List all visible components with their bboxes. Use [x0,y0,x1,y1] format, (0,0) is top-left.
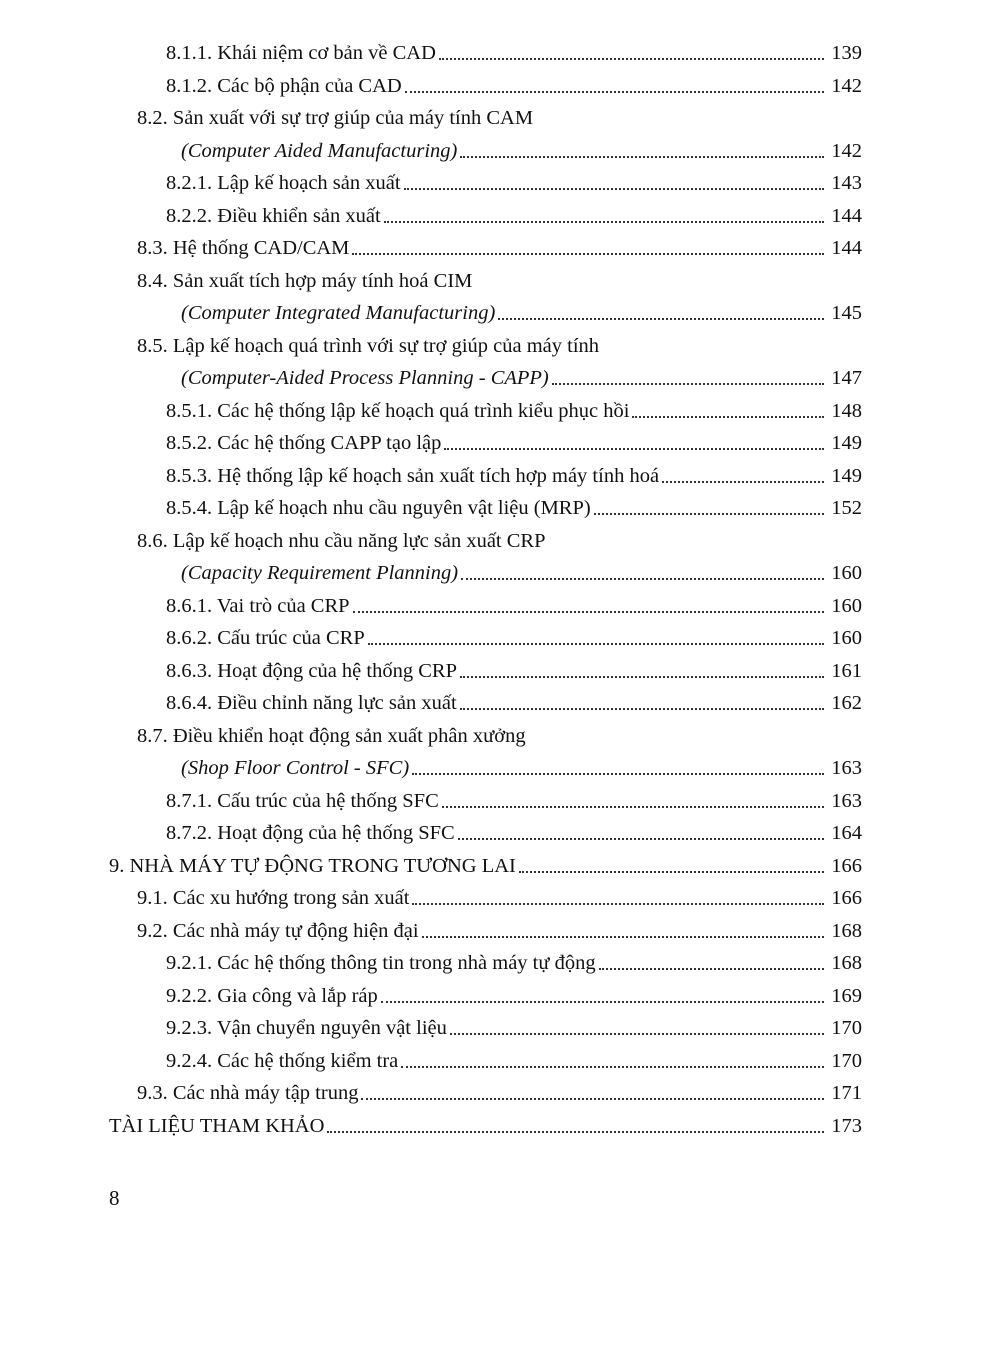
toc-entry [181,358,862,390]
toc-entry-page: 139 [831,42,862,64]
toc-entry-page: 164 [831,822,862,844]
dot-leader [439,58,824,60]
toc-entry [166,33,862,65]
toc-entry-title: 8.7. Điều khiển hoạt động sản xuất phân xưởng [137,724,526,747]
toc-entry [137,228,862,260]
dot-leader [384,221,824,223]
dot-leader [352,253,824,255]
dot-leader [327,1131,824,1133]
toc-entry-title: 8.3. Hệ thống CAD/CAM [137,237,350,259]
toc-entry-page: 171 [831,1082,862,1104]
dot-leader [662,481,824,483]
toc-entry-title: 8.6.1. Vai trò của CRP [166,594,350,617]
dot-leader [422,936,824,938]
toc-entry [109,846,862,878]
dot-leader [412,773,824,775]
toc-entry-title: (Computer Aided Manufacturing) [181,139,458,162]
dot-leader [381,1001,824,1003]
dot-leader [519,871,824,873]
toc-entry [166,456,862,488]
toc-heading [137,716,862,748]
toc-entry-title: (Computer Integrated Manufacturing) [181,302,496,324]
toc-entry-page: 162 [831,692,862,714]
dot-leader [404,188,824,190]
toc-entry-page: 149 [831,464,862,487]
toc-entry [166,391,862,423]
dot-leader [460,708,824,710]
dot-leader [460,676,824,678]
toc-entry-page: 168 [831,952,862,974]
toc-entry [166,196,862,228]
toc-entry-page: 160 [831,562,862,584]
toc-entry-title: 8.2.1. Lập kế hoạch sản xuất [166,172,401,194]
toc-entry [166,618,862,650]
toc-entry-title: 8.1.2. Các bộ phận của CAD [166,74,402,97]
toc-entry-title: 8.5. Lập kế hoạch quá trình với sự trợ giúp của máy tính [137,334,600,357]
toc-entry [181,748,862,780]
toc-entry-title: 9.2. Các nhà máy tự động hiện đại [137,919,419,942]
toc-entry-page: 152 [831,497,862,519]
toc-entry-title: 8.5.2. Các hệ thống CAPP tạo lập [166,432,442,454]
toc-heading [137,326,862,358]
toc-entry [109,1106,862,1138]
toc-entry-title: 9.1. Các xu hướng trong sản xuất [137,887,410,909]
dot-leader [368,643,824,645]
toc-entry-title: 9.2.3. Vận chuyển nguyên vật liệu [166,1017,447,1039]
toc-entry [166,1008,862,1040]
toc-entry [166,781,862,813]
toc-entry [137,878,862,910]
toc-heading [137,98,862,130]
toc-entry-title: 8.7.2. Hoạt động của hệ thống SFC [166,822,455,844]
dot-leader [444,448,824,450]
toc-entry-title: (Shop Floor Control - SFC) [181,757,410,779]
toc-entry-page: 169 [831,984,862,1007]
toc-entry [166,813,862,845]
dot-leader [442,806,824,808]
page-number: 8 [109,1186,120,1210]
toc-entry [166,586,862,618]
toc-entry-page: 163 [831,757,862,779]
toc-entry [181,131,862,163]
toc-entry [166,976,862,1008]
toc-entry-title: 8.6.4. Điều chỉnh năng lực sản xuất [166,692,457,714]
toc-entry-title: 8.5.3. Hệ thống lập kế hoạch sản xuất tích hợp máy tính hoá [166,464,660,487]
dot-leader [498,318,824,320]
dot-leader [599,968,824,970]
toc-entry-title: 8.6.3. Hoạt động của hệ thống CRP [166,659,457,682]
dot-leader [632,416,824,418]
toc-entry [166,163,862,195]
dot-leader [412,903,824,905]
toc-entry-title: 8.5.1. Các hệ thống lập kế hoạch quá trình kiểu phục hồi [166,399,630,422]
toc-entry-title: 8.6. Lập kế hoạch nhu cầu năng lực sản xuất CRP [137,529,546,552]
dot-leader [458,838,824,840]
toc-entry [137,911,862,943]
dot-leader [401,1066,824,1068]
dot-leader [594,513,824,515]
toc-entry-page: 160 [831,594,862,617]
toc-entry-title: (Computer-Aided Process Planning - CAPP) [181,367,549,389]
toc-entry-title: 9.2.2. Gia công và lắp ráp [166,984,378,1007]
toc-heading [137,261,862,293]
toc-entry-page: 144 [831,237,862,259]
toc-entry [166,683,862,715]
toc-entry-title: 8.4. Sản xuất tích hợp máy tính hoá CIM [137,269,473,292]
dot-leader [353,611,824,613]
toc-entry-page: 168 [831,919,862,942]
toc-entry-page: 173 [831,1114,862,1137]
toc-entry [166,651,862,683]
dot-leader [461,578,824,580]
toc-entry-title: 8.1.1. Khái niệm cơ bản về CAD [166,42,436,64]
toc-entry-title: 9.3. Các nhà máy tập trung [137,1082,359,1104]
toc-entry-page: 166 [831,854,862,877]
toc-entry-title: 9.2.4. Các hệ thống kiểm tra [166,1049,399,1072]
toc-heading [137,521,862,553]
toc-entry-title: TÀI LIỆU THAM KHẢO [109,1114,325,1137]
toc-entry-title: 9. NHÀ MÁY TỰ ĐỘNG TRONG TƯƠNG LAI [109,854,516,877]
dot-leader [450,1033,824,1035]
toc-entry-page: 166 [831,887,862,909]
toc-entry-page: 170 [831,1017,862,1039]
toc-entry-page: 163 [831,789,862,812]
toc-entry [166,66,862,98]
toc-entry-page: 149 [831,432,862,454]
dot-leader [460,156,824,158]
toc-entry-title: 9.2.1. Các hệ thống thông tin trong nhà máy tự động [166,952,596,974]
dot-leader [405,91,824,93]
dot-leader [552,383,824,385]
toc-entry-page: 170 [831,1049,862,1072]
toc-entry [166,1041,862,1073]
toc-entry-title: (Capacity Requirement Planning) [181,562,459,584]
toc-entry-title: 8.2. Sản xuất với sự trợ giúp của máy tính CAM [137,107,534,129]
toc-entry-page: 142 [831,74,862,97]
toc-entry-page: 147 [831,367,862,389]
toc-entry-title: 8.7.1. Cấu trúc của hệ thống SFC [166,789,439,812]
toc-entry [181,553,862,585]
toc-entry-page: 148 [831,399,862,422]
toc-entry-page: 161 [831,659,862,682]
dot-leader [361,1098,824,1100]
toc-entry [166,423,862,455]
toc-entry [181,293,862,325]
toc-entry-page: 160 [831,627,862,649]
toc-entry-title: 8.2.2. Điều khiển sản xuất [166,204,381,227]
toc-entry-page: 143 [831,172,862,194]
toc-entry [166,943,862,975]
toc-entry-page: 142 [831,139,862,162]
toc-entry-title: 8.6.2. Cấu trúc của CRP [166,627,365,649]
toc-entry-title: 8.5.4. Lập kế hoạch nhu cầu nguyên vật liệu (MRP) [166,497,591,519]
toc-entry [166,488,862,520]
toc-entry-page: 145 [831,302,862,324]
toc-entry-page: 144 [831,204,862,227]
toc-entry [137,1073,862,1105]
